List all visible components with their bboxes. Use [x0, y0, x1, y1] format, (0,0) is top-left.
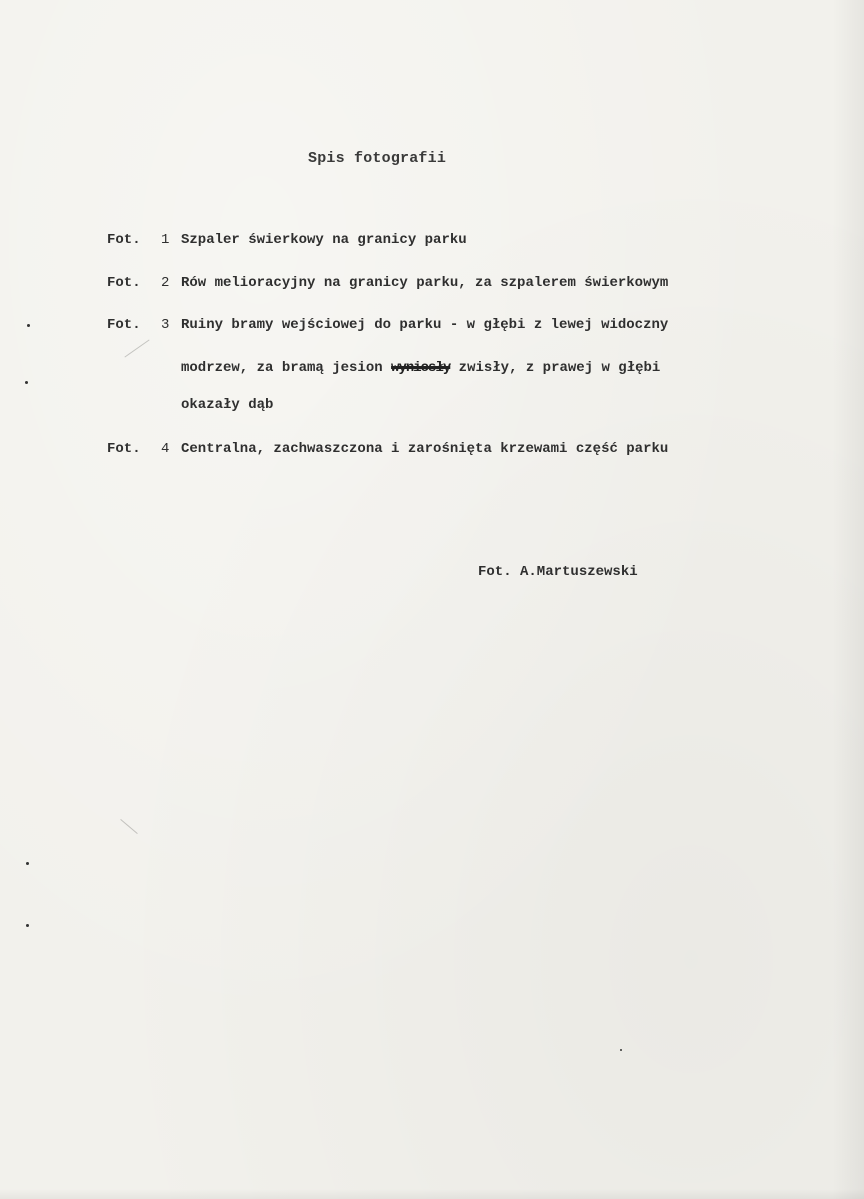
photographer-credit: Fot. A.Martuszewski — [478, 564, 638, 580]
entry-text: okazały dąb — [181, 397, 274, 413]
photo-entry-1 — [107, 232, 467, 248]
entry-text: zwisły, z prawej w głębi — [458, 360, 661, 376]
entry-label: Fot. — [107, 232, 141, 248]
page-title: Spis fotografii — [308, 150, 447, 167]
margin-speck — [27, 324, 30, 327]
photo-entry-3 — [107, 317, 668, 333]
entry-label: Fot. — [107, 275, 141, 291]
entry-number: 1 — [161, 232, 170, 248]
entry-text: Rów melioracyjny na granicy parku, za szpalerem świerkowym — [181, 275, 669, 291]
margin-speck — [26, 924, 29, 927]
photo-entry-3-line-3 — [181, 397, 273, 413]
entry-number: 4 — [161, 441, 170, 457]
page-shadow-right — [832, 0, 864, 1199]
entry-text: modrzew, za bramą jesion — [181, 360, 383, 376]
entry-number: 3 — [161, 317, 170, 333]
margin-speck — [26, 862, 29, 865]
struck-out-word: wyniosły — [391, 360, 451, 376]
paper-scratch — [120, 819, 137, 834]
entry-text: Ruiny bramy wejściowej do parku - w głębi z lewej widoczny — [181, 317, 669, 333]
page-shadow-bottom — [0, 1189, 864, 1199]
entry-text: Centralna, zachwaszczona i zarośnięta krzewami część parku — [181, 441, 669, 457]
entry-label: Fot. — [107, 317, 141, 333]
photo-entry-4 — [107, 441, 668, 457]
photo-entry-2 — [107, 275, 668, 291]
photo-entry-3-line-2 — [181, 360, 660, 376]
entry-number: 2 — [161, 275, 170, 291]
margin-speck — [25, 381, 28, 384]
page-speck — [620, 1049, 622, 1051]
paper-scratch — [124, 339, 149, 357]
entry-label: Fot. — [107, 441, 141, 457]
entry-text: Szpaler świerkowy na granicy parku — [181, 232, 467, 248]
